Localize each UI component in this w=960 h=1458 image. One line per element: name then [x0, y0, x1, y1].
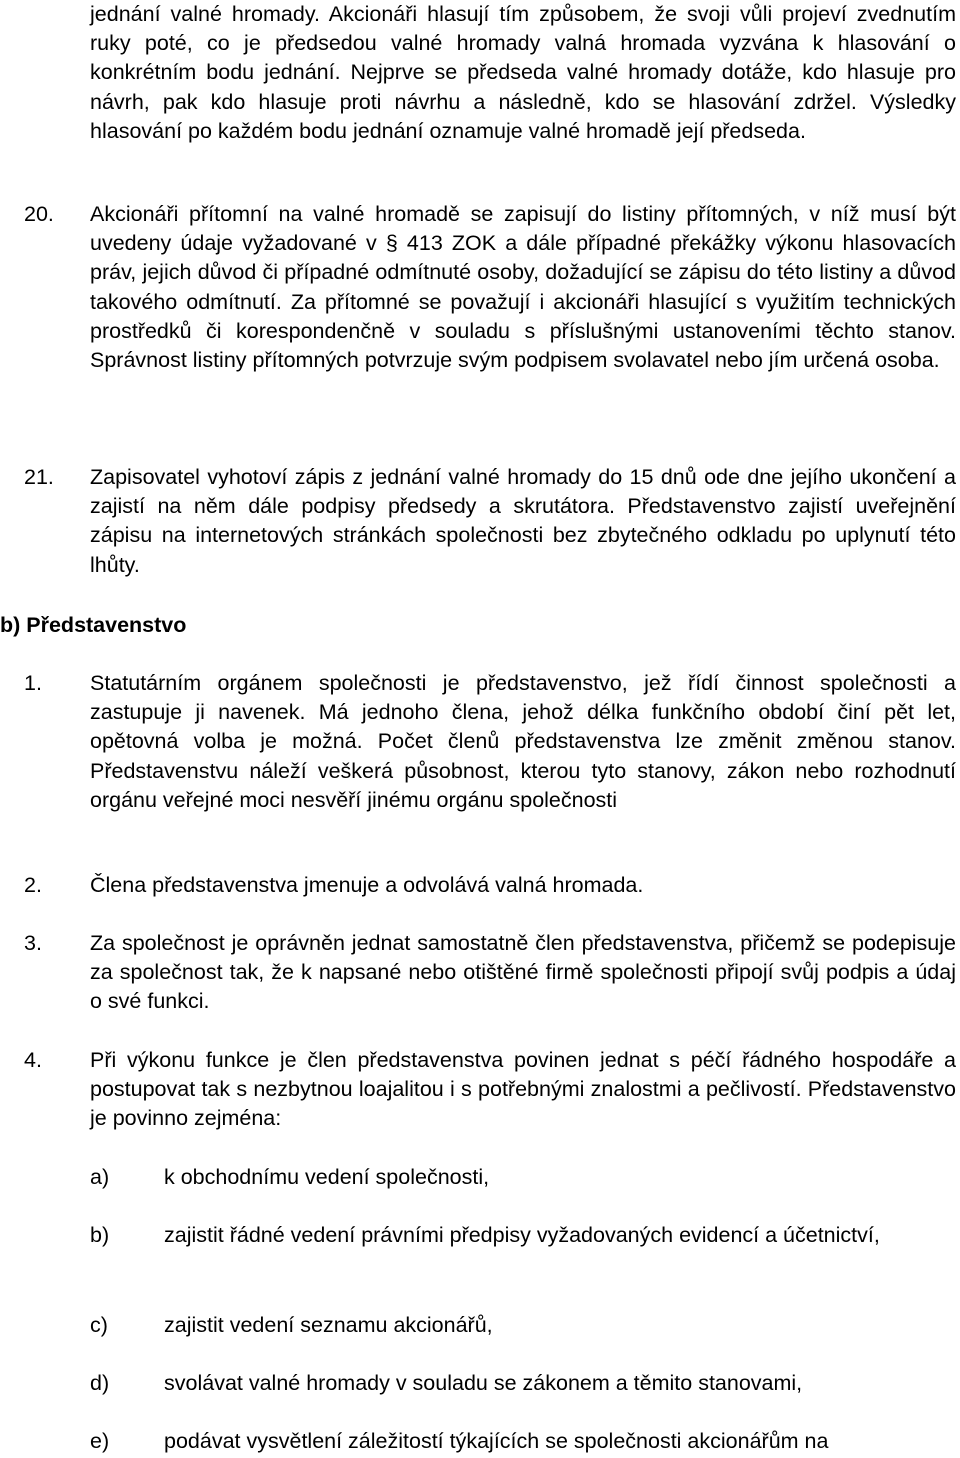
subitem-text: zajistit vedení seznamu akcionářů,: [164, 1313, 493, 1337]
subitem-text: zajistit řádné vedení právními předpisy vyžadovaných evidencí a účetnictví,: [164, 1223, 880, 1247]
item-number: 21.: [24, 465, 54, 489]
item-paragraph: Při výkonu funkce je člen představenstva povinen jednat s péčí řádného hospodáře a postupovat tak s nezbytnou loajalitou i s potřebnými znalostmi a pečlivostí. Představenstvo je povinno zejména:: [90, 1048, 956, 1131]
subitem-text: podávat vysvětlení záležitostí týkajících se společnosti akcionářům na: [164, 1429, 829, 1453]
subitem-letter: a): [90, 1165, 110, 1189]
item-paragraph: Akcionáři přítomní na valné hromadě se zapisují do listiny přítomných, v níž musí být uvedeny údaje vyžadované v § 413 ZOK a dále případné překážky výkonu hlasovacích práv, jejich důvod či případné odmítnuté osoby, dožadující se zápisu do této listiny a důvod takového odmítnutí. Za přítomné se považují i akcionáři hlasující s využitím technických prostředků či korespondenčně v souladu s příslušnými ustanoveními těchto stanov. Správnost listiny přítomných potvrzuje svým podpisem svolavatel nebo jím určená osoba.: [90, 202, 956, 373]
intro-paragraph: jednání valné hromady. Akcionáři hlasují tím způsobem, že svoji vůli projeví zvednutím ruky poté, co je předsedou valné hromady valná hromada vyzvána k hlasování o konkrétním bodu jednání. Nejprve se předseda valné hromady dotáže, kdo hlasuje pro návrh, pak kdo hlasuje proti návrhu a následně, kdo se hlasování zdržel. Výsledky hlasování po každém bodu jednání oznamuje valné hromadě její předseda.: [90, 2, 956, 143]
item-paragraph: Zapisovatel vyhotoví zápis z jednání valné hromady do 15 dnů ode dne jejího ukončení a zajistí na něm dále podpisy předsedy a skrutátora. Představenstvo zajistí uveřejnění zápisu na internetových stránkách společnosti bez zbytečného odkladu po uplynutí této lhůty.: [90, 465, 956, 577]
item-number: 3.: [24, 931, 42, 955]
section-heading: b) Představenstvo: [0, 613, 187, 637]
item-number: 1.: [24, 671, 42, 695]
subitem-letter: c): [90, 1313, 108, 1337]
item-paragraph: Člena představenstva jmenuje a odvolává valná hromada.: [90, 873, 644, 897]
subitem-text: svolávat valné hromady v souladu se zákonem a těmito stanovami,: [164, 1371, 803, 1395]
subitem-letter: b): [90, 1223, 110, 1247]
item-number: 2.: [24, 873, 42, 897]
item-number: 20.: [24, 202, 54, 226]
subitem-text: k obchodnímu vedení společnosti,: [164, 1165, 490, 1189]
subitem-letter: e): [90, 1429, 110, 1453]
subitem-letter: d): [90, 1371, 110, 1395]
item-paragraph: Statutárním orgánem společnosti je představenstvo, jež řídí činnost společnosti a zastupuje ji navenek. Má jednoho člena, jehož délka funkčního období činí pět let, opětovná volba je možná. Počet členů představenstva lze změnit změnou stanov. Představenstvu náleží veškerá působnost, kterou tyto stanovy, zákon nebo rozhodnutí orgánu veřejné moci nesvěří jinému orgánu společnosti: [90, 671, 956, 812]
item-paragraph: Za společnost je oprávněn jednat samostatně člen představenstva, přičemž se podepisuje za společnost tak, že k napsané nebo otištěné firmě společnosti připojí svůj podpis a údaj o své funkci.: [90, 931, 956, 1014]
item-number: 4.: [24, 1048, 42, 1072]
